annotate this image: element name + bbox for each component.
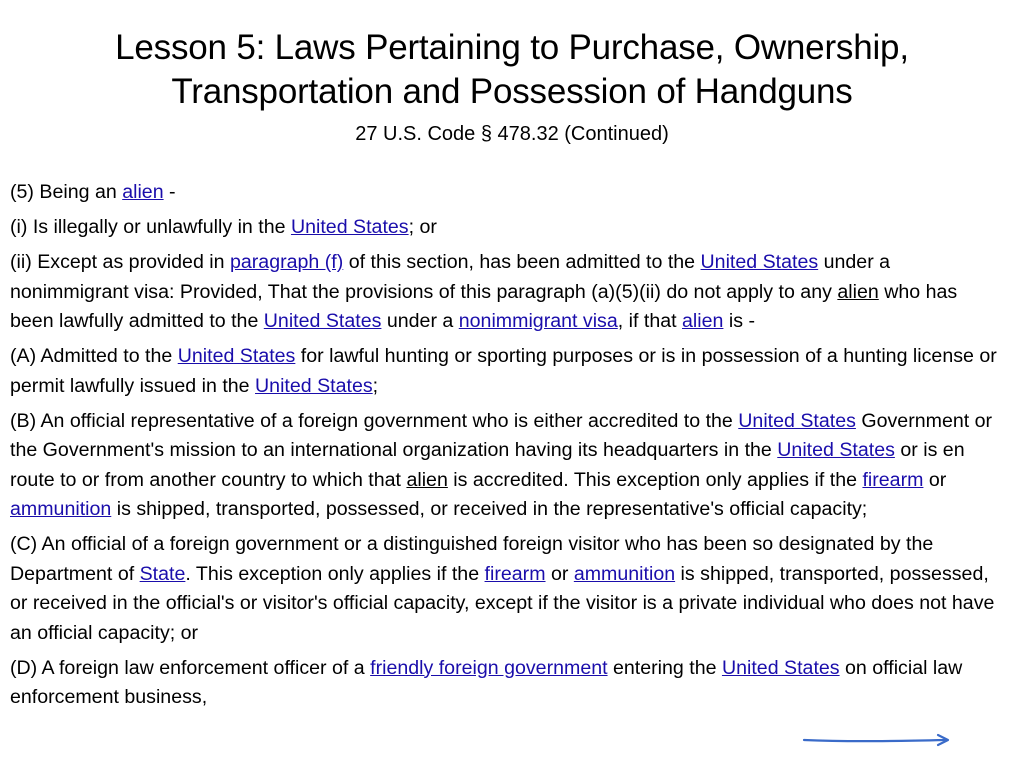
link-ammunition[interactable]: ammunition (573, 562, 676, 585)
link-state[interactable]: State (139, 562, 186, 585)
text-run: (A) Admitted to the (10, 345, 178, 367)
text-run: . This exception only applies if the (185, 562, 485, 585)
slide-title: Lesson 5: Laws Pertaining to Purchase, Ownership, Transportation and Possession of Handguns (115, 28, 909, 111)
paragraph-A (10, 342, 1006, 401)
link-united-states[interactable]: United States (700, 251, 819, 273)
text-run: under a nonimmigrant visa: Provided, That the provisions of this paragraph (a)(5)(ii) do not apply to any (10, 251, 891, 303)
text-run: is shipped, transported, possessed, or received in the official's or visitor's official capacity, except if the visitor is a private individual who does not have an official capacity; or (10, 562, 995, 644)
text-run: under a (381, 310, 459, 332)
link-united-states[interactable]: United States (738, 409, 856, 432)
paragraph-C (10, 530, 1006, 648)
text-run: is accredited. This exception only applies if the (447, 468, 863, 491)
text-run: - (163, 181, 176, 203)
link-firearm[interactable]: firearm (484, 562, 546, 585)
text-run: for lawful hunting or sporting purposes or is in possession of a hunting license or permit lawfully issued in the (10, 345, 997, 397)
text-run: Government or the Government's mission to an international organization having its headquarters in the (10, 409, 993, 461)
text-run: on official law enforcement business, (10, 656, 963, 708)
slide-body (10, 178, 1006, 718)
link-alien[interactable]: alien (682, 310, 724, 332)
link-united-states[interactable]: United States (177, 345, 296, 367)
text-run: (B) An official representative of a foreign government who is either accredited to the (10, 409, 739, 432)
link-united-states[interactable]: United States (255, 374, 373, 397)
text-run: or (545, 562, 574, 585)
text-run: is - (723, 310, 755, 332)
link-firearm[interactable]: firearm (862, 468, 924, 491)
link-united-states[interactable]: United States (721, 656, 840, 679)
link-ammunition[interactable]: ammunition (10, 498, 112, 520)
text-run: (i) Is illegally or unlawfully in the (10, 216, 291, 238)
text-run: (D) A foreign law enforcement officer of a (10, 656, 371, 679)
text-run: or is en route to or from another country to which that (10, 439, 965, 491)
link-nonimmigrant-visa[interactable]: nonimmigrant visa (458, 310, 618, 332)
link-united-states[interactable]: United States (290, 216, 409, 238)
text-run: (ii) Except as provided in (10, 251, 230, 273)
slide-subtitle: 27 U.S. Code § 478.32 (Continued) (355, 123, 669, 145)
link-united-states[interactable]: United States (263, 310, 382, 332)
text-run: ; or (408, 216, 437, 238)
link-friendly-foreign-government[interactable]: friendly foreign government (370, 656, 608, 679)
text-run: (5) Being an (10, 181, 123, 203)
ink-arrow-annotation-icon (800, 728, 960, 752)
text-run: who has been lawfully admitted to the (10, 280, 958, 332)
link-united-states[interactable]: United States (777, 439, 895, 461)
paragraph-5 (10, 178, 1006, 208)
text-run: of this section, has been admitted to the (343, 251, 701, 273)
paragraph-B (10, 407, 1006, 525)
text-run: (C) An official of a foreign government or a distinguished foreign visitor who has been so designated by the Department of (10, 533, 934, 585)
text-run: is shipped, transported, possessed, or received in the representative's official capacity; (111, 498, 868, 520)
paragraph-i (10, 213, 1006, 243)
text-run: , if that (617, 310, 683, 332)
underlined-alien: alien (837, 280, 879, 303)
underlined-alien: alien (406, 468, 448, 491)
text-run: ; (372, 374, 379, 397)
paragraph-ii (10, 248, 1006, 337)
text-run: entering the (607, 656, 722, 679)
paragraph-D (10, 654, 1006, 713)
link-paragraph-f[interactable]: paragraph (f) (229, 251, 344, 273)
link-alien[interactable]: alien (122, 181, 164, 203)
text-run: or (923, 468, 947, 491)
